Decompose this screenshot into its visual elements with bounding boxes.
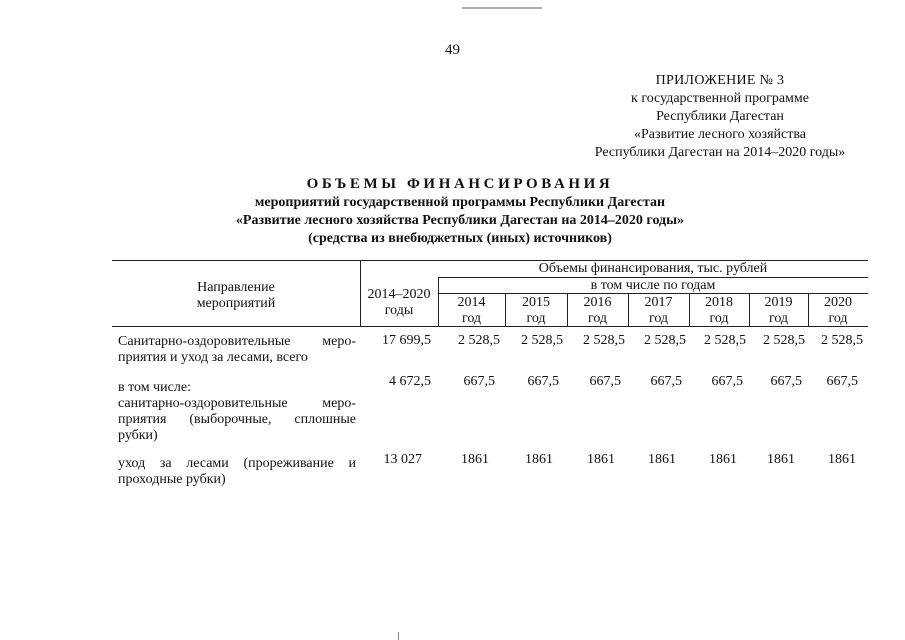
row-year-value: 2 528,5 (644, 333, 686, 348)
row-year-value: 1861 (525, 452, 553, 467)
row-total: 17 699,5 (382, 333, 431, 348)
header-year-2020: 2020 год (824, 295, 852, 326)
row-direction-name: в том числе: санитарно-оздоровительные меро- приятия (выборочные, сплошные рубки) (118, 380, 356, 443)
row-direction-name: уход за лесами (прореживание и проходные рубки) (118, 456, 356, 487)
title-line: «Развитие лесного хозяйства Республики Дагестан на 2014–2020 годы» (235, 213, 685, 228)
header-direction: Направление мероприятий (196, 280, 276, 311)
document-title (60, 174, 860, 248)
scan-artifact-bottom (398, 632, 399, 640)
appendix-line: Республики Дагестан (656, 109, 784, 124)
header-year-2018: 2018 год (705, 295, 733, 326)
row-year-value: 2 528,5 (763, 333, 805, 348)
row-year-value: 667,5 (770, 374, 802, 389)
appendix-block (570, 72, 870, 162)
header-year-2019: 2019 год (764, 295, 793, 326)
row-year-value: 2 528,5 (583, 333, 625, 348)
header-funding: Объемы финансирования, тыс. рублей (538, 261, 768, 276)
row-year-value: 667,5 (463, 374, 495, 389)
header-year-2016: 2016 год (583, 295, 612, 326)
row-year-value: 1861 (709, 452, 737, 467)
title-line: мероприятий государственной программы Республики Дагестан (254, 195, 666, 210)
row-year-value: 1861 (767, 452, 795, 467)
row-year-value: 2 528,5 (458, 333, 500, 348)
header-year-2017: 2017 год (644, 295, 673, 326)
header-by-year: в том числе по годам (590, 278, 716, 293)
row-year-value: 1861 (461, 452, 489, 467)
row-year-value: 1861 (828, 452, 856, 467)
header-total: 2014–2020 годы (367, 287, 431, 318)
row-total: 13 027 (383, 452, 422, 467)
row-year-value: 667,5 (650, 374, 682, 389)
scan-artifact-top (462, 7, 542, 9)
row-year-value: 2 528,5 (704, 333, 746, 348)
row-year-value: 667,5 (711, 374, 743, 389)
appendix-heading: ПРИЛОЖЕНИЕ № 3 (655, 73, 785, 88)
appendix-line: Республики Дагестан на 2014–2020 годы» (594, 145, 846, 160)
header-year-2014: 2014 год (457, 295, 486, 326)
page-number: 49 (445, 42, 460, 58)
row-year-value: 667,5 (589, 374, 621, 389)
row-year-value: 667,5 (527, 374, 559, 389)
header-year-2015: 2015 год (522, 295, 550, 326)
title-main: ОБЪЕМЫ ФИНАНСИРОВАНИЯ (306, 176, 614, 192)
row-year-value: 2 528,5 (821, 333, 863, 348)
row-year-value: 1861 (648, 452, 676, 467)
appendix-line: «Развитие лесного хозяйства (633, 127, 806, 142)
title-line: (средства из внебюджетных (иных) источников) (308, 231, 612, 246)
row-year-value: 2 528,5 (521, 333, 563, 348)
appendix-line: к государственной программе (631, 91, 809, 106)
row-year-value: 1861 (587, 452, 615, 467)
row-year-value: 667,5 (826, 374, 858, 389)
row-total: 4 672,5 (389, 374, 431, 389)
row-direction-name: Санитарно-оздоровительные меро- приятия и уход за лесами, всего (118, 334, 356, 365)
